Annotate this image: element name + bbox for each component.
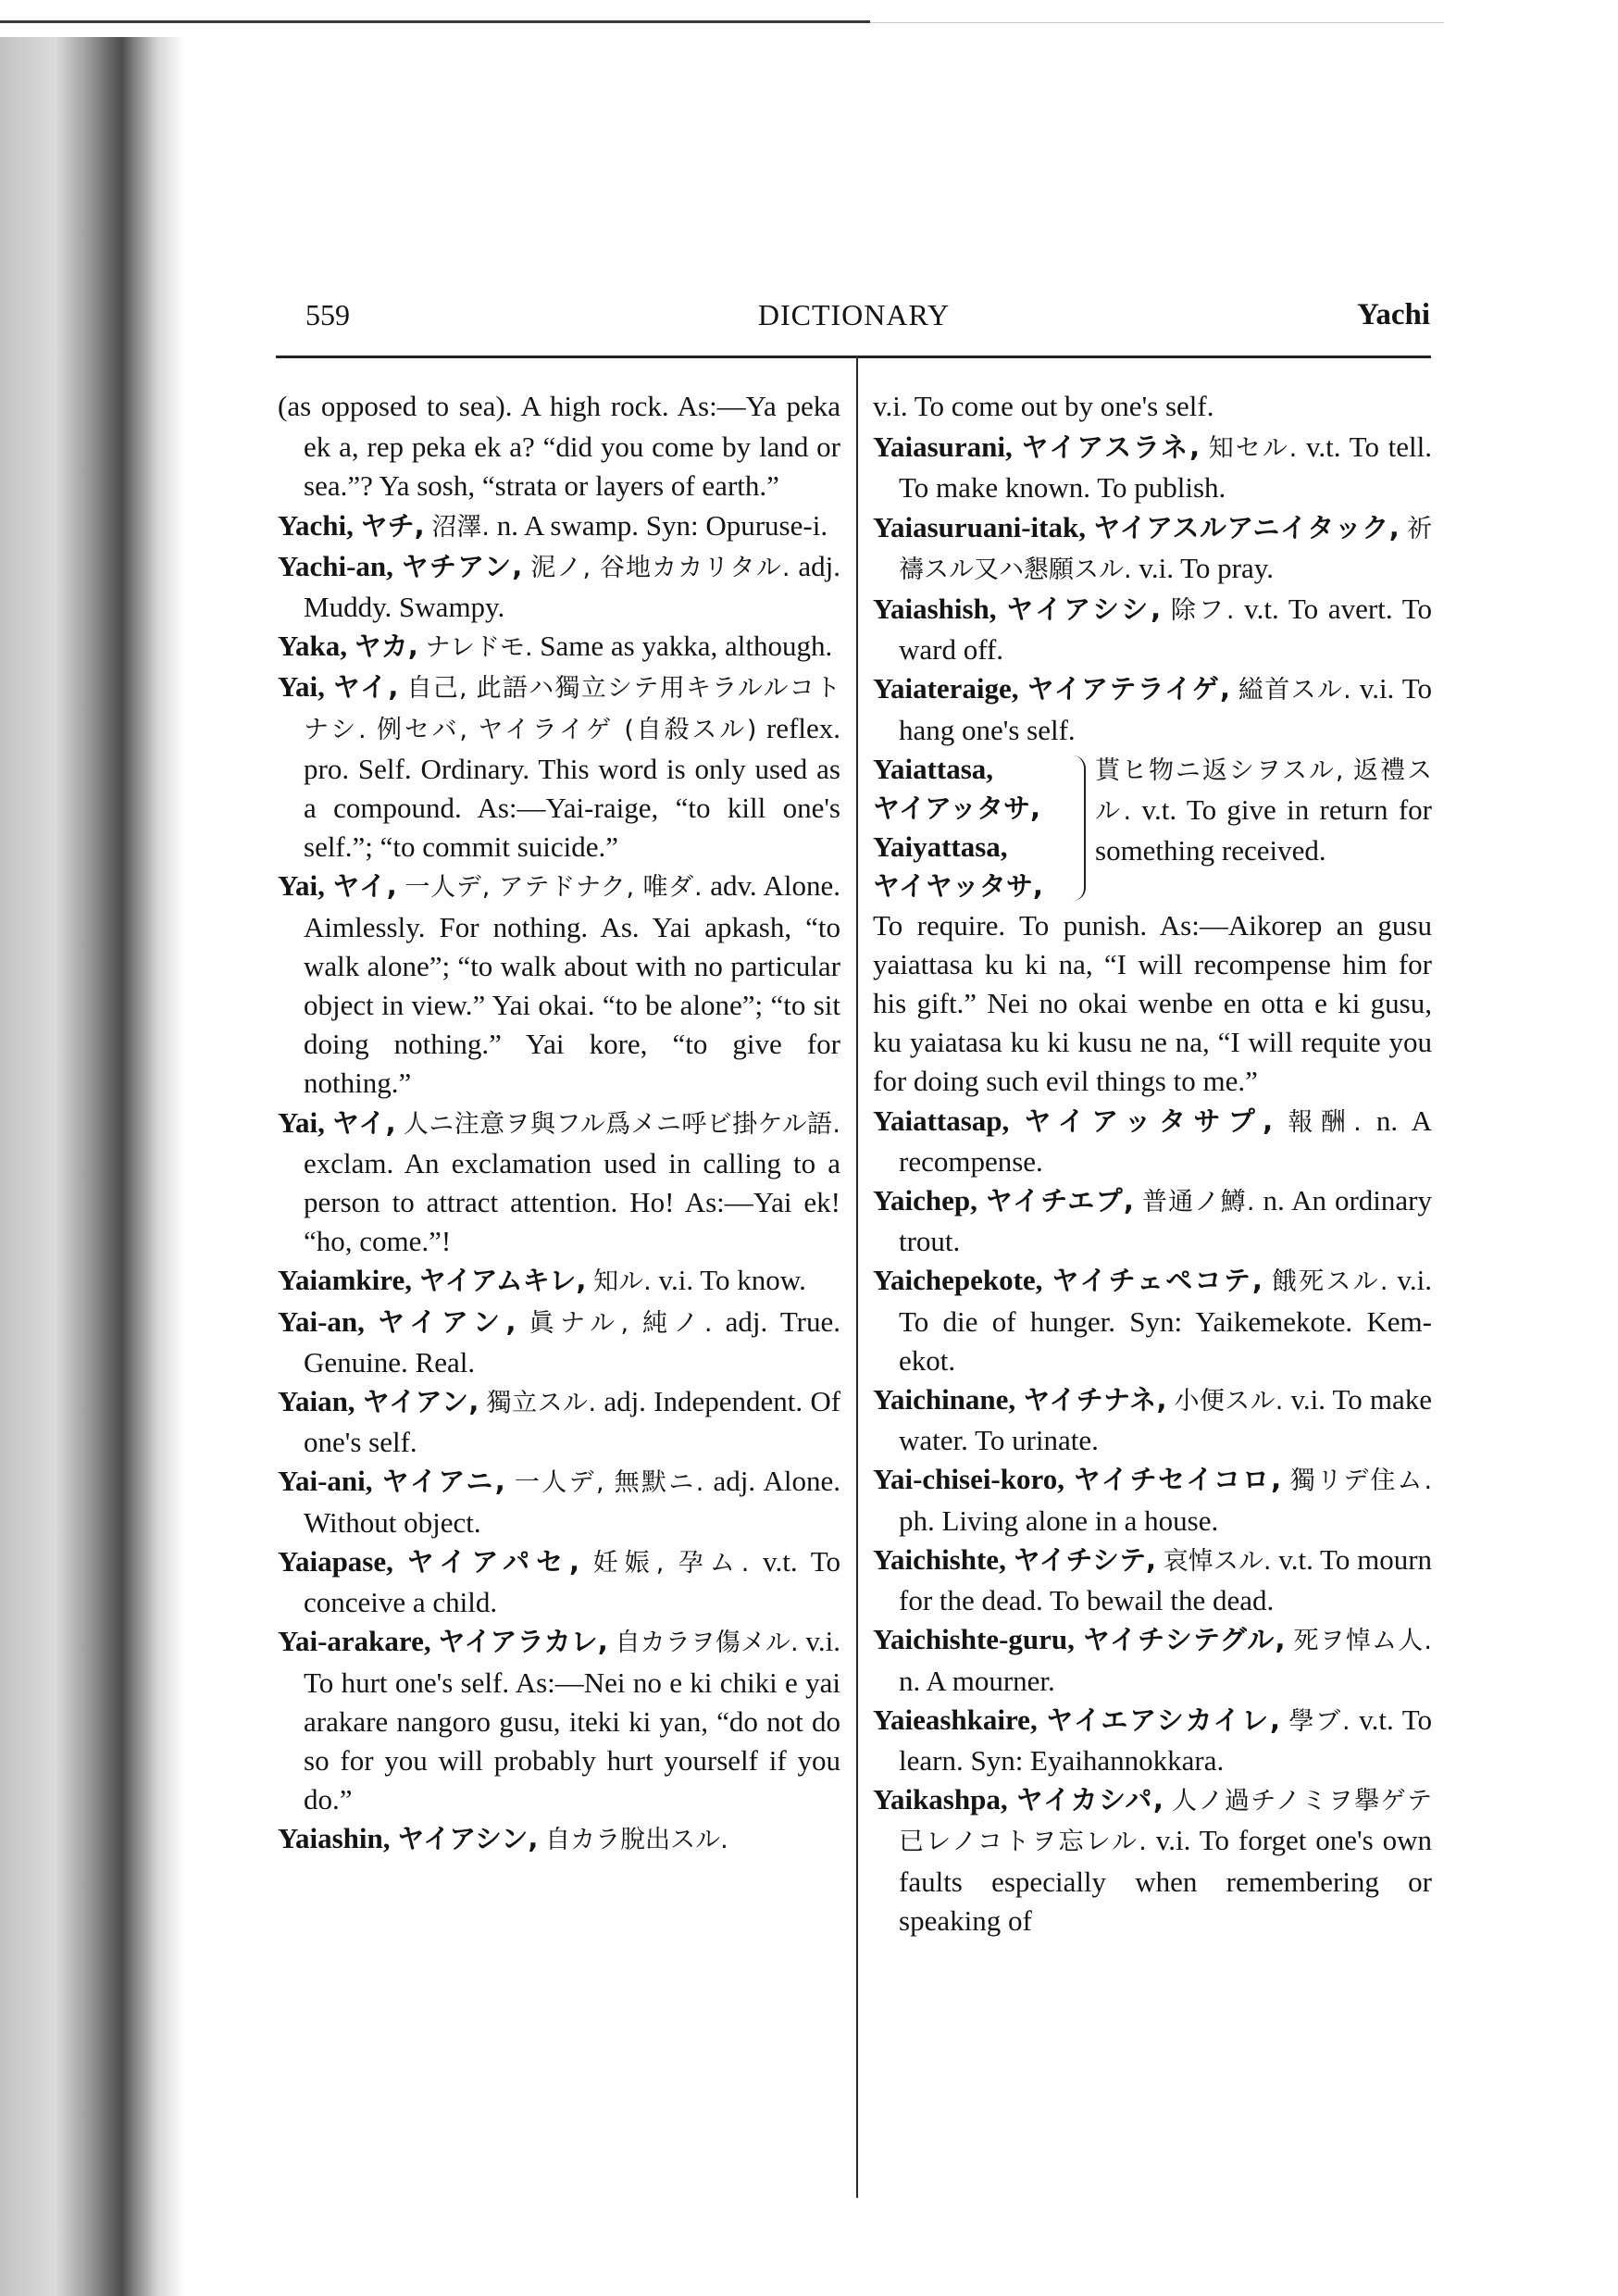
left-column — [278, 387, 840, 1861]
dictionary-entry: Yaka, ヤカ, ナレドモ. Same as yakka, although. — [278, 630, 833, 663]
dictionary-entry: Yachi, ヤチ, 沼澤. n. A swamp. Syn: Opuruse-i. — [278, 508, 828, 542]
dictionary-entry: Yaiashin, ヤイアシン, 自カラ脫出スル. — [278, 1822, 728, 1855]
dictionary-entry: Yaichep, ヤイチエプ, 普通ノ鱒. n. An ordinary trout. — [873, 1184, 1433, 1258]
book-binding-shadow — [0, 37, 185, 2296]
dictionary-entry: Yaieashkaire, ヤイエアシカイレ, 學ブ. v.t. To learn. Syn: Eyaihannokkara. — [873, 1703, 1432, 1777]
header-rule — [276, 356, 1431, 358]
dictionary-entry: Yai-chisei-koro, ヤイチセイコロ, 獨リデ住ム. ph. Living alone in a house. — [873, 1463, 1433, 1537]
dictionary-entry: Yaikashpa, ヤイカシパ, 人ノ過チノミヲ擧ゲテ已レノコトヲ忘レル. v.i. To forget one's own faults especially when remembering or speaking of — [873, 1783, 1433, 1937]
bracket-headwords: Yaiattasa, ヤイアッタサ, Yaiyattasa, ヤイヤッタサ, — [873, 750, 1089, 906]
dictionary-entry: Yaiashish, ヤイアシシ, 除フ. v.t. To avert. To ward off. — [873, 593, 1433, 667]
dictionary-entry: Yai, ヤイ, 自己, 此語ハ獨立シテ用キラルルコトナシ. 例セバ, ヤイライゲ (自殺スル) reflex. pro. Self. Ordinary. This word is only used as a compound. As:—Yai-raige, “to kill one's self.”; “to commit suicide.” — [278, 670, 841, 864]
dictionary-entry: Yaichishte, ヤイチシテ, 哀悼スル. v.t. To mourn for the dead. To bewail the dead. — [873, 1542, 1433, 1617]
dictionary-entry: Yaiasurani, ヤイアスラネ, 知セル. v.t. To tell. To make known. To publish. — [873, 430, 1432, 505]
dictionary-entry: Yaichishte-guru, ヤイチシテグル, 死ヲ悼ム人. n. A mourner. — [873, 1623, 1433, 1697]
dictionary-entry: v.i. To come out by one's self. — [873, 390, 1214, 422]
dictionary-entry: Yaian, ヤイアン, 獨立スル. adj. Independent. Of one's self. — [278, 1385, 841, 1459]
scan-edge-line-faint — [870, 22, 1444, 23]
right-column — [873, 387, 1432, 1940]
dictionary-entry: Yaichepekote, ヤイチェペコテ, 餓死スル. v.i. To die of hunger. Syn: Yaikemekote. Kem-ekot. — [873, 1264, 1433, 1377]
column-divider — [856, 356, 858, 2198]
dictionary-entry: Yai-ani, ヤイアニ, 一人デ, 無默ニ. adj. Alone. Without object. — [278, 1465, 841, 1539]
dictionary-entry: Yai, ヤイ, 人ニ注意ヲ與フル爲メニ呼ビ掛ケル語. exclam. An exclamation used in calling to a person to attract attention. Ho! As:—Yai ek! “ho, come.”! — [278, 1105, 841, 1258]
scan-edge-line — [0, 20, 870, 23]
dictionary-entry: Yaichinane, ヤイチナネ, 小便スル. v.i. To make water. To urinate. — [873, 1383, 1432, 1457]
dictionary-entry: Yaiapase, ヤイアパセ, 妊娠, 孕ム. v.t. To conceive a child. — [278, 1544, 841, 1619]
dictionary-entry: Yai, ヤイ, 一人デ, アテドナク, 唯ダ. adv. Alone. Aimlessly. For nothing. As. Yai apkash, “to walk alone”; “to walk about with no particular object in view.” Yai okai. “to be alone”; “to sit doing nothing.” Yai kore, “to give for nothing.” — [278, 869, 841, 1100]
dictionary-entry: (as opposed to sea). A high rock. As:—Ya peka ek a, rep peka ek a? “did you come by land or sea.”? Ya sosh, “strata or layers of earth.” — [278, 390, 840, 503]
bracketed-entry-group — [873, 750, 1432, 906]
dictionary-entry: Yaiattasap, ヤイアッタサプ, 報酬. n. A recompense. — [873, 1104, 1432, 1178]
dictionary-entry: Yaiateraige, ヤイアテライゲ, 縊首スル. v.i. To hang one's self. — [873, 672, 1433, 746]
bracket-definition: 貰ヒ物ニ返シヲスル, 返禮スル. v.t. To give in return for something received. — [1095, 755, 1432, 867]
page-number: 559 — [305, 298, 350, 331]
dictionary-entry: Yachi-an, ヤチアン, 泥ノ, 谷地カカリタル. adj. Muddy. Swampy. — [278, 549, 841, 624]
dictionary-entry: Yaiasuruani-itak, ヤイアスルアニイタック, 祈禱スル又ハ懇願スル. v.i. To pray. — [873, 510, 1433, 584]
dictionary-entry: Yai-arakare, ヤイアラカレ, 自カラヲ傷メル. v.i. To hurt one's self. As:—Nei no e ki chiki e yai arakare nangoro gusu, iteki ki yan, “do not do so for you will probably hurt yourself if you do.” — [278, 1625, 840, 1816]
running-title: DICTIONARY — [757, 298, 951, 331]
entry-continuation: To require. To punish. As:—Aikorep an gusu yaiattasa ku ki na, “I will recompense him for his gift.” Nei no okai wenbe en otta e ki gusu, ku yaiatasa ku ki kusu ne na, “I will requite you for doing such evil things to me.” — [873, 908, 1432, 1098]
guide-word: Yachi — [1357, 298, 1430, 331]
page-header — [278, 298, 1430, 344]
dictionary-entry: Yaiamkire, ヤイアムキレ, 知ル. v.i. To know. — [278, 1264, 806, 1297]
dictionary-entry: Yai-an, ヤイアン, 眞ナル, 純ノ. adj. True. Genuine. Real. — [278, 1304, 841, 1379]
